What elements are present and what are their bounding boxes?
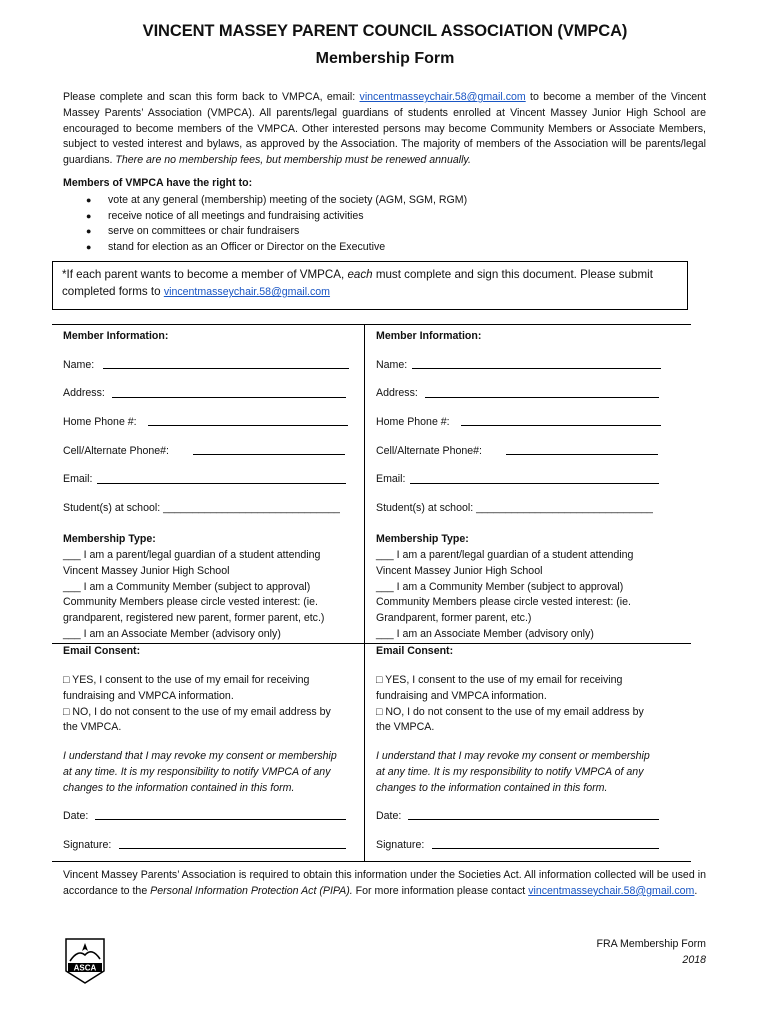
- left-cell-phone-field[interactable]: [193, 454, 345, 455]
- right-date-label: Date:: [376, 810, 402, 822]
- left-signature-label: Signature:: [63, 839, 112, 851]
- asca-logo: [64, 937, 106, 985]
- notice-email-link[interactable]: vincentmasseychair.58@gmail.com: [163, 286, 331, 298]
- right-address-label: Address:: [376, 387, 418, 399]
- right-date-field[interactable]: [408, 819, 659, 820]
- right-home-phone-field[interactable]: [461, 425, 661, 426]
- left-name-label: Name:: [63, 359, 95, 371]
- list-item: ● stand for election as an Officer or Director on the Executive: [86, 240, 467, 256]
- right-email-consent-heading: Email Consent:: [376, 645, 454, 657]
- right-signature-field[interactable]: [432, 848, 659, 849]
- right-home-phone-label: Home Phone #:: [376, 416, 450, 428]
- right-cell-phone-field[interactable]: [506, 454, 658, 455]
- left-email-field[interactable]: [97, 483, 346, 484]
- bullet-icon: ●: [86, 241, 92, 252]
- right-membership-options[interactable]: ___ I am a parent/legal guardian of a student attending Vincent Massey Junior High School ___ I am a Community Member (subject to approval) Community Members please circle vested interest: (ie. Grandparent, former parent, etc.) ___ I am an Associate Member (advisory only): [376, 549, 634, 640]
- left-signature-field[interactable]: [119, 848, 346, 849]
- left-membership-options[interactable]: ___ I am a parent/legal guardian of a student attending Vincent Massey Junior High School ___ I am a Community Member (subject to approval) Community Members please circle vested interest: (ie. grandparent, registered new parent, former parent, etc.) ___ I am an Associate Member (advisory only): [63, 549, 325, 640]
- no-fees-note: There are no membership fees, but membership must be renewed annually.: [115, 154, 471, 167]
- right-name-label: Name:: [376, 359, 408, 371]
- right-cell-phone-label: Cell/Alternate Phone#:: [376, 445, 483, 457]
- intro-paragraph: Please complete and scan this form back to VMPCA, email: vincentmasseychair.58@gmail.com to become a member of the Vincent Massey Parents’ Association (VMPCA). All parents/legal guardians of students enrolled at Vincent Massey Junior High School are encouraged to become members of the VMPCA. Other interested persons may become Community Members or Associate Members, subject to vested interest and bylaws, as approved by the Association. The majority of members of the Association will be parents/legal guardians. There are no membership fees, but membership must be renewed annually.: [63, 91, 707, 167]
- left-address-field[interactable]: [112, 397, 346, 398]
- form-year: 2018: [682, 954, 706, 966]
- right-name-field[interactable]: [412, 368, 661, 369]
- rights-list: [86, 193, 467, 255]
- left-email-label: Email:: [63, 473, 93, 485]
- left-name-field[interactable]: [103, 368, 349, 369]
- left-consent-options[interactable]: □ YES, I consent to the use of my email for receiving fundraising and VMPCA information. □ NO, I do not consent to the use of my email address by the VMPCA.: [63, 674, 331, 734]
- page-title: VINCENT MASSEY PARENT COUNCIL ASSOCIATION (VMPCA): [142, 22, 628, 40]
- right-email-label: Email:: [376, 473, 406, 485]
- list-item: ● receive notice of all meetings and fundraising activities: [86, 209, 467, 225]
- left-address-label: Address:: [63, 387, 105, 399]
- left-email-consent-heading: Email Consent:: [63, 645, 141, 657]
- right-email-field[interactable]: [410, 483, 659, 484]
- left-cell-phone-label: Cell/Alternate Phone#:: [63, 445, 170, 457]
- footer-email-link[interactable]: vincentmasseychair.58@gmail.com: [528, 884, 695, 897]
- table-divider: [364, 324, 365, 861]
- left-home-phone-field[interactable]: [148, 425, 348, 426]
- asca-logo-icon: [64, 937, 106, 985]
- right-revoke-statement: I understand that I may revoke my consent or membership at any time. It is my responsibility to notify VMPCA of any changes to the information contained in this form.: [376, 750, 650, 794]
- page-subtitle: Membership Form: [315, 50, 455, 67]
- notice-box: *If each parent wants to become a member of VMPCA, each must complete and sign this document. Please submit completed forms to vincentmasseychair.58@gmail.com: [52, 261, 688, 310]
- rights-heading: Members of VMPCA have the right to:: [63, 177, 253, 189]
- intro-email-link[interactable]: vincentmasseychair.58@gmail.com: [359, 91, 526, 103]
- list-item: ● serve on committees or chair fundraisers: [86, 224, 467, 240]
- left-revoke-statement: I understand that I may revoke my consent or membership at any time. It is my responsibility to notify VMPCA of any changes to the information contained in this form.: [63, 750, 337, 794]
- right-address-field[interactable]: [425, 397, 659, 398]
- left-students-field[interactable]: Student(s) at school: ______________________________: [63, 502, 340, 514]
- left-membership-type-heading: Membership Type:: [63, 533, 156, 545]
- bullet-icon: ●: [86, 210, 92, 221]
- table-top-rule: [52, 324, 691, 325]
- right-students-field[interactable]: Student(s) at school: ______________________________: [376, 502, 653, 514]
- consent-rule: [52, 643, 691, 644]
- table-bottom-rule: [52, 861, 691, 862]
- left-date-label: Date:: [63, 810, 89, 822]
- form-name: FRA Membership Form: [596, 938, 706, 950]
- right-member-info-heading: Member Information:: [376, 330, 482, 342]
- left-member-info-heading: Member Information:: [63, 330, 169, 342]
- right-signature-label: Signature:: [376, 839, 425, 851]
- privacy-statement: Vincent Massey Parents’ Association is required to obtain this information under the Societies Act. All information collected will be used in accordance to the Personal Information Protection Act (PIPA). For more information please contact vincentmasseychair.58@gmail.com.: [63, 869, 706, 897]
- left-date-field[interactable]: [95, 819, 346, 820]
- right-consent-options[interactable]: □ YES, I consent to the use of my email for receiving fundraising and VMPCA information. □ NO, I do not consent to the use of my email address by the VMPCA.: [376, 674, 644, 734]
- bullet-icon: ●: [86, 195, 92, 205]
- right-membership-type-heading: Membership Type:: [376, 533, 469, 545]
- left-home-phone-label: Home Phone #:: [63, 416, 137, 428]
- bullet-icon: ●: [86, 226, 92, 237]
- list-item: ● vote at any general (membership) meeting of the society (AGM, SGM, RGM): [86, 193, 467, 209]
- svg-text:ASCA: ASCA: [73, 963, 97, 973]
